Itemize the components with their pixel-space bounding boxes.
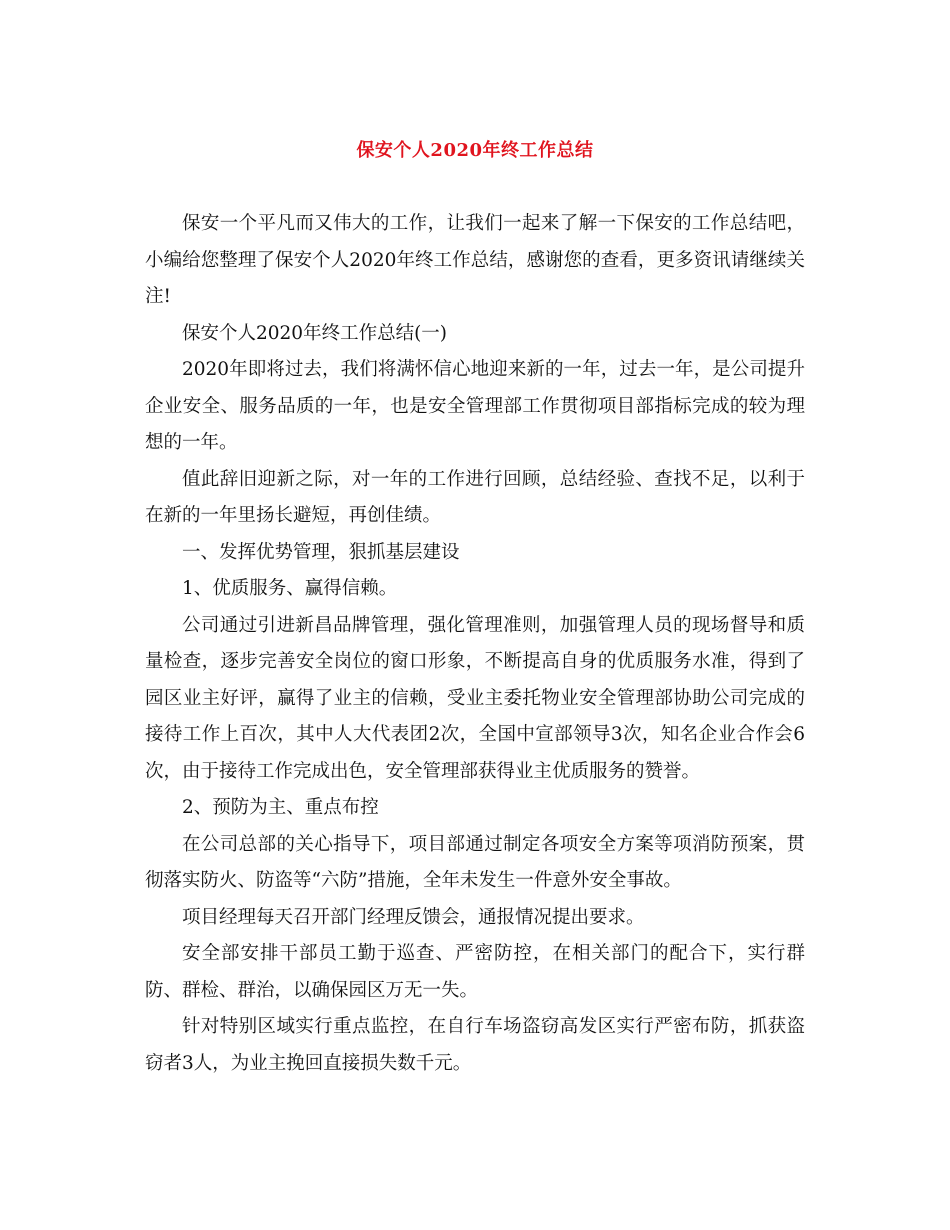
subheading-quality-service: 1、优质服务、赢得信赖。 (182, 578, 398, 599)
paragraph-year-review: 2020年即将过去，我们将满怀信心地迎来新的一年，过去一年，是公司提升企业安全、服务品质的一年，也是安全管理部工作贯彻项目部指标完成的较为理想的一年。 (145, 359, 805, 453)
subheading-prevention: 2、预防为主、重点布控 (182, 797, 379, 818)
document-body (145, 206, 805, 1082)
section-heading-management: 一、发挥优势管理，狠抓基层建设 (182, 541, 460, 563)
paragraph-intro: 保安一个平凡而又伟大的工作，让我们一起来了解一下保安的工作总结吧，小编给您整理了保安个人2020年终工作总结，感谢您的查看，更多资讯请继续关注! (145, 213, 805, 307)
document-title: 保安个人2020年终工作总结 (356, 140, 594, 161)
paragraph-patrol: 安全部安排干部员工勤于巡查、严密防控，在相关部门的配合下，实行群防、群检、群治，以确保园区万无一失。 (145, 943, 805, 1001)
paragraph-daily-meeting: 项目经理每天召开部门经理反馈会，通报情况提出要求。 (182, 906, 645, 928)
paragraph-key-monitoring: 针对特别区域实行重点监控，在自行车场盗窃高发区实行严密布防，抓获盗窃者3人，为业主挽回直接损失数千元。 (145, 1016, 805, 1074)
paragraph-retrospective: 值此辞旧迎新之际，对一年的工作进行回顾，总结经验、查找不足，以利于在新的一年里扬长避短，再创佳绩。 (145, 468, 805, 526)
paragraph-quality-service: 公司通过引进新昌品牌管理，强化管理准则，加强管理人员的现场督导和质量检查，逐步完善安全岗位的窗口形象，不断提高自身的优质服务水准，得到了园区业主好评，赢得了业主的信赖，受业主委托物业安全管理部协助公司完成的接待工作上百次，其中人大代表团2次，全国中宣部领导3次，知名企业合作会6次，由于接待工作完成出色，安全管理部获得业主优质服务的赞誉。 (145, 614, 805, 782)
section-heading-part-one: 保安个人2020年终工作总结(一) (182, 322, 448, 344)
paragraph-prevention: 在公司总部的关心指导下，项目部通过制定各项安全方案等项消防预案，贯彻落实防火、防盗等“六防”措施，全年未发生一件意外安全事故。 (145, 833, 805, 891)
